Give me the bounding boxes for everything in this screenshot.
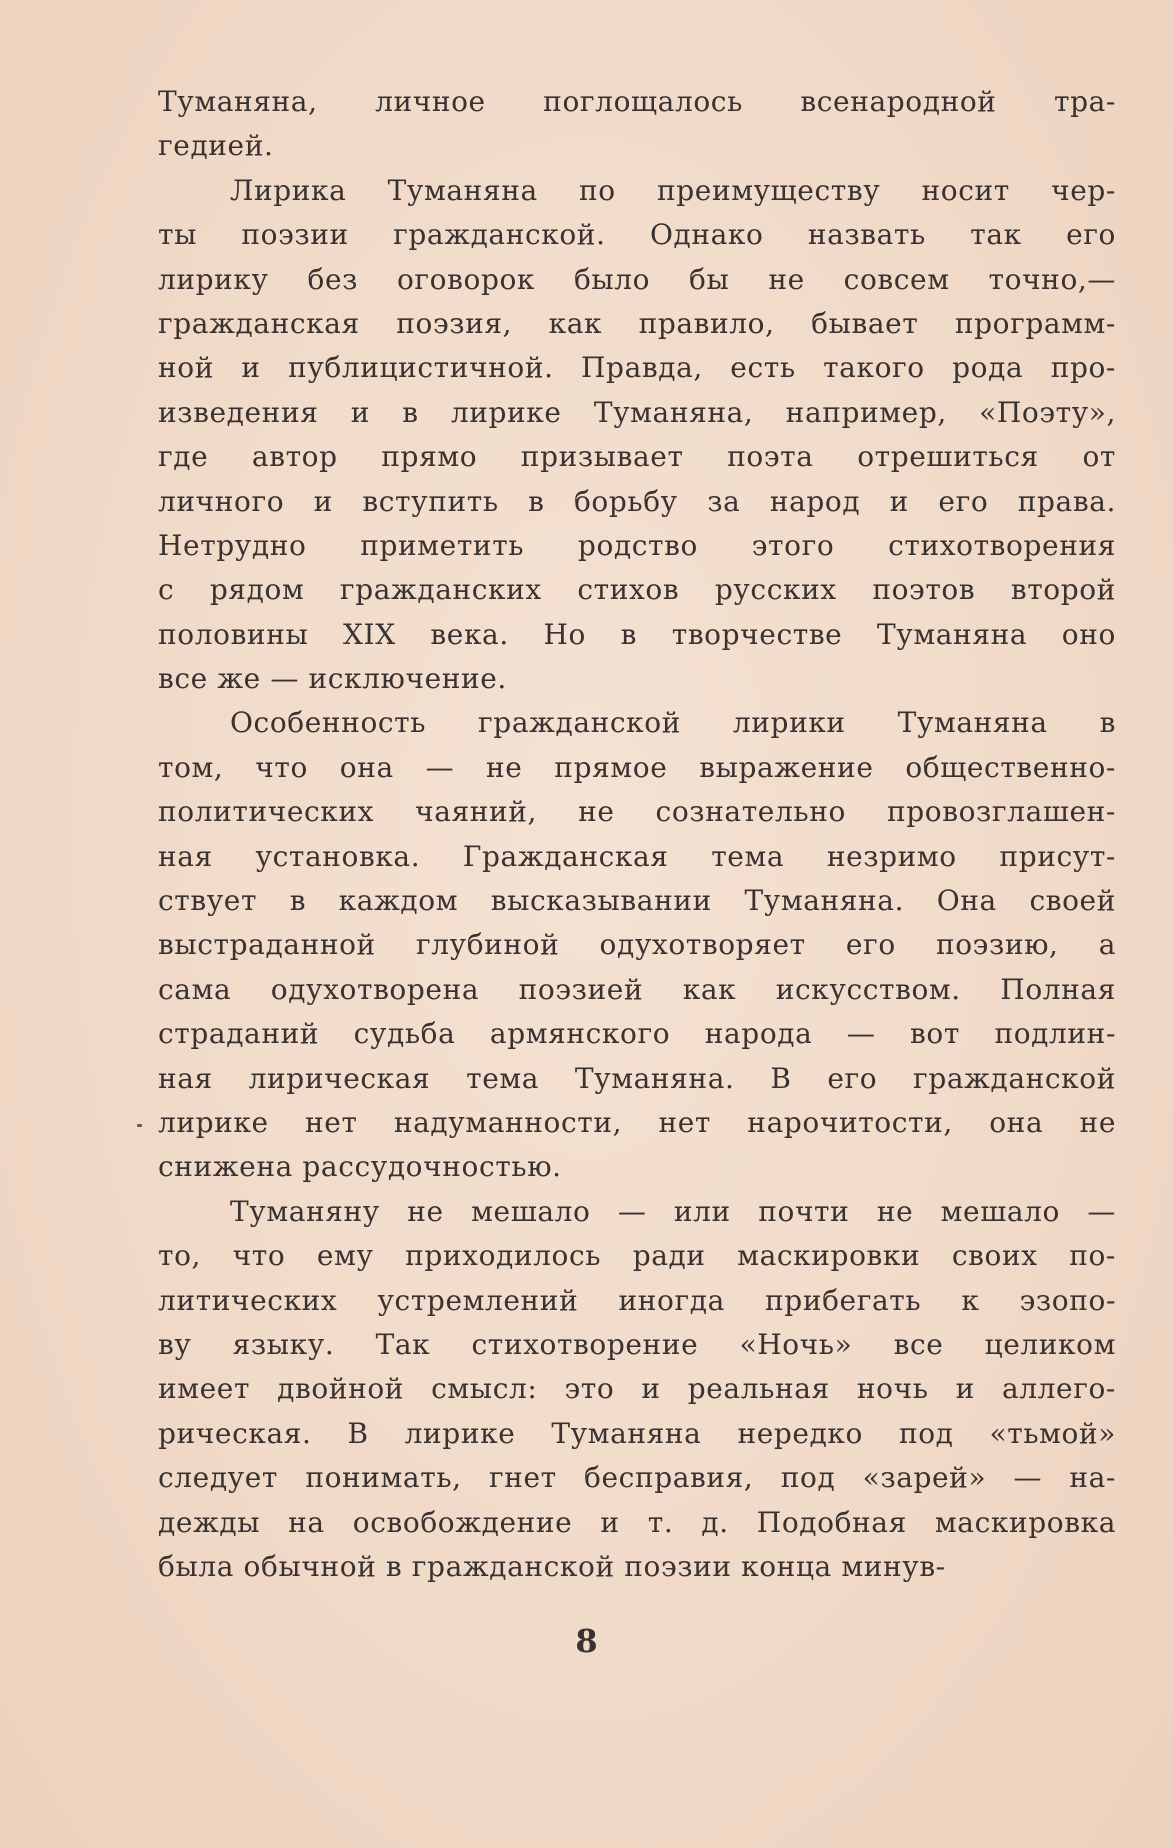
text-line: сама одухотворена поэзией как искусством. Полная: [158, 972, 1116, 1006]
text-line: литических устремлений иногда прибегать к эзопо-: [158, 1283, 1116, 1317]
paragraph: [158, 169, 1116, 702]
text-line: личного и вступить в борьбу за народ и его права.: [158, 484, 1116, 518]
text-line: лирике нет надуманности, нет нарочитости, она не: [158, 1105, 1116, 1139]
text-line: рическая. В лирике Туманяна нередко под «тьмой»: [158, 1416, 1116, 1450]
text-line: следует понимать, гнет бесправия, под «зарей» — на-: [158, 1461, 1116, 1495]
text-line: снижена рассудочностью.: [158, 1150, 562, 1184]
text-line: гражданская поэзия, как правило, бывает программ-: [158, 306, 1116, 340]
text-line: изведения и в лирике Туманяна, например, «Поэту»,: [158, 395, 1116, 429]
text-line: ву языку. Так стихотворение «Ночь» все целиком: [158, 1327, 1116, 1361]
text-line: с рядом гражданских стихов русских поэтов второй: [158, 573, 1116, 607]
text-line: ной и публицистичной. Правда, есть такого рода про-: [158, 351, 1116, 385]
text-line: страданий судьба армянского народа — вот подлин-: [158, 1017, 1116, 1051]
text-line: ная установка. Гражданская тема незримо присут-: [158, 839, 1116, 873]
paragraph: [158, 80, 1116, 169]
text-line: политических чаяний, не сознательно провозглашен-: [158, 795, 1116, 829]
text-line: ная лирическая тема Туманяна. В его гражданской: [158, 1061, 1116, 1095]
text-line: дежды на освобождение и т. д. Подобная маскировка: [158, 1505, 1116, 1539]
paragraph: [158, 1190, 1116, 1590]
body-text: [158, 80, 1116, 1589]
text-line: Особенность гражданской лирики Туманяна в: [230, 706, 1116, 740]
text-line: Нетрудно приметить родство этого стихотворения: [158, 528, 1116, 562]
text-line: выстраданной глубиной одухотворяет его поэзию, а: [158, 928, 1116, 962]
page-number: 8: [575, 1622, 598, 1660]
text-line: где автор прямо призывает поэта отрешиться от: [158, 440, 1116, 474]
text-line: то, что ему приходилось ради маскировки своих по-: [158, 1239, 1116, 1273]
paragraph: [158, 701, 1116, 1189]
text-line: все же — исключение.: [158, 662, 507, 696]
text-line: имеет двойной смысл: это и реальная ночь и аллего-: [158, 1372, 1116, 1406]
text-line: была обычной в гражданской поэзии конца минув-: [158, 1549, 946, 1583]
text-line: том, что она — не прямое выражение общественно-: [158, 750, 1116, 784]
text-line: Туманяну не мешало — или почти не мешало —: [230, 1194, 1116, 1228]
margin-mark: [137, 1124, 142, 1127]
text-line: половины XIX века. Но в творчестве Туманяна оно: [158, 617, 1116, 651]
text-line: лирику без оговорок было бы не совсем точно,—: [158, 262, 1116, 296]
text-line: ствует в каждом высказывании Туманяна. Она своей: [158, 884, 1116, 918]
text-line: Туманяна, личное поглощалось всенародной тра-: [158, 85, 1116, 118]
text-line: ты поэзии гражданской. Однако назвать так его: [158, 218, 1116, 252]
text-line: Лирика Туманяна по преимуществу носит чер-: [230, 173, 1116, 207]
text-line: гедией.: [158, 129, 274, 163]
